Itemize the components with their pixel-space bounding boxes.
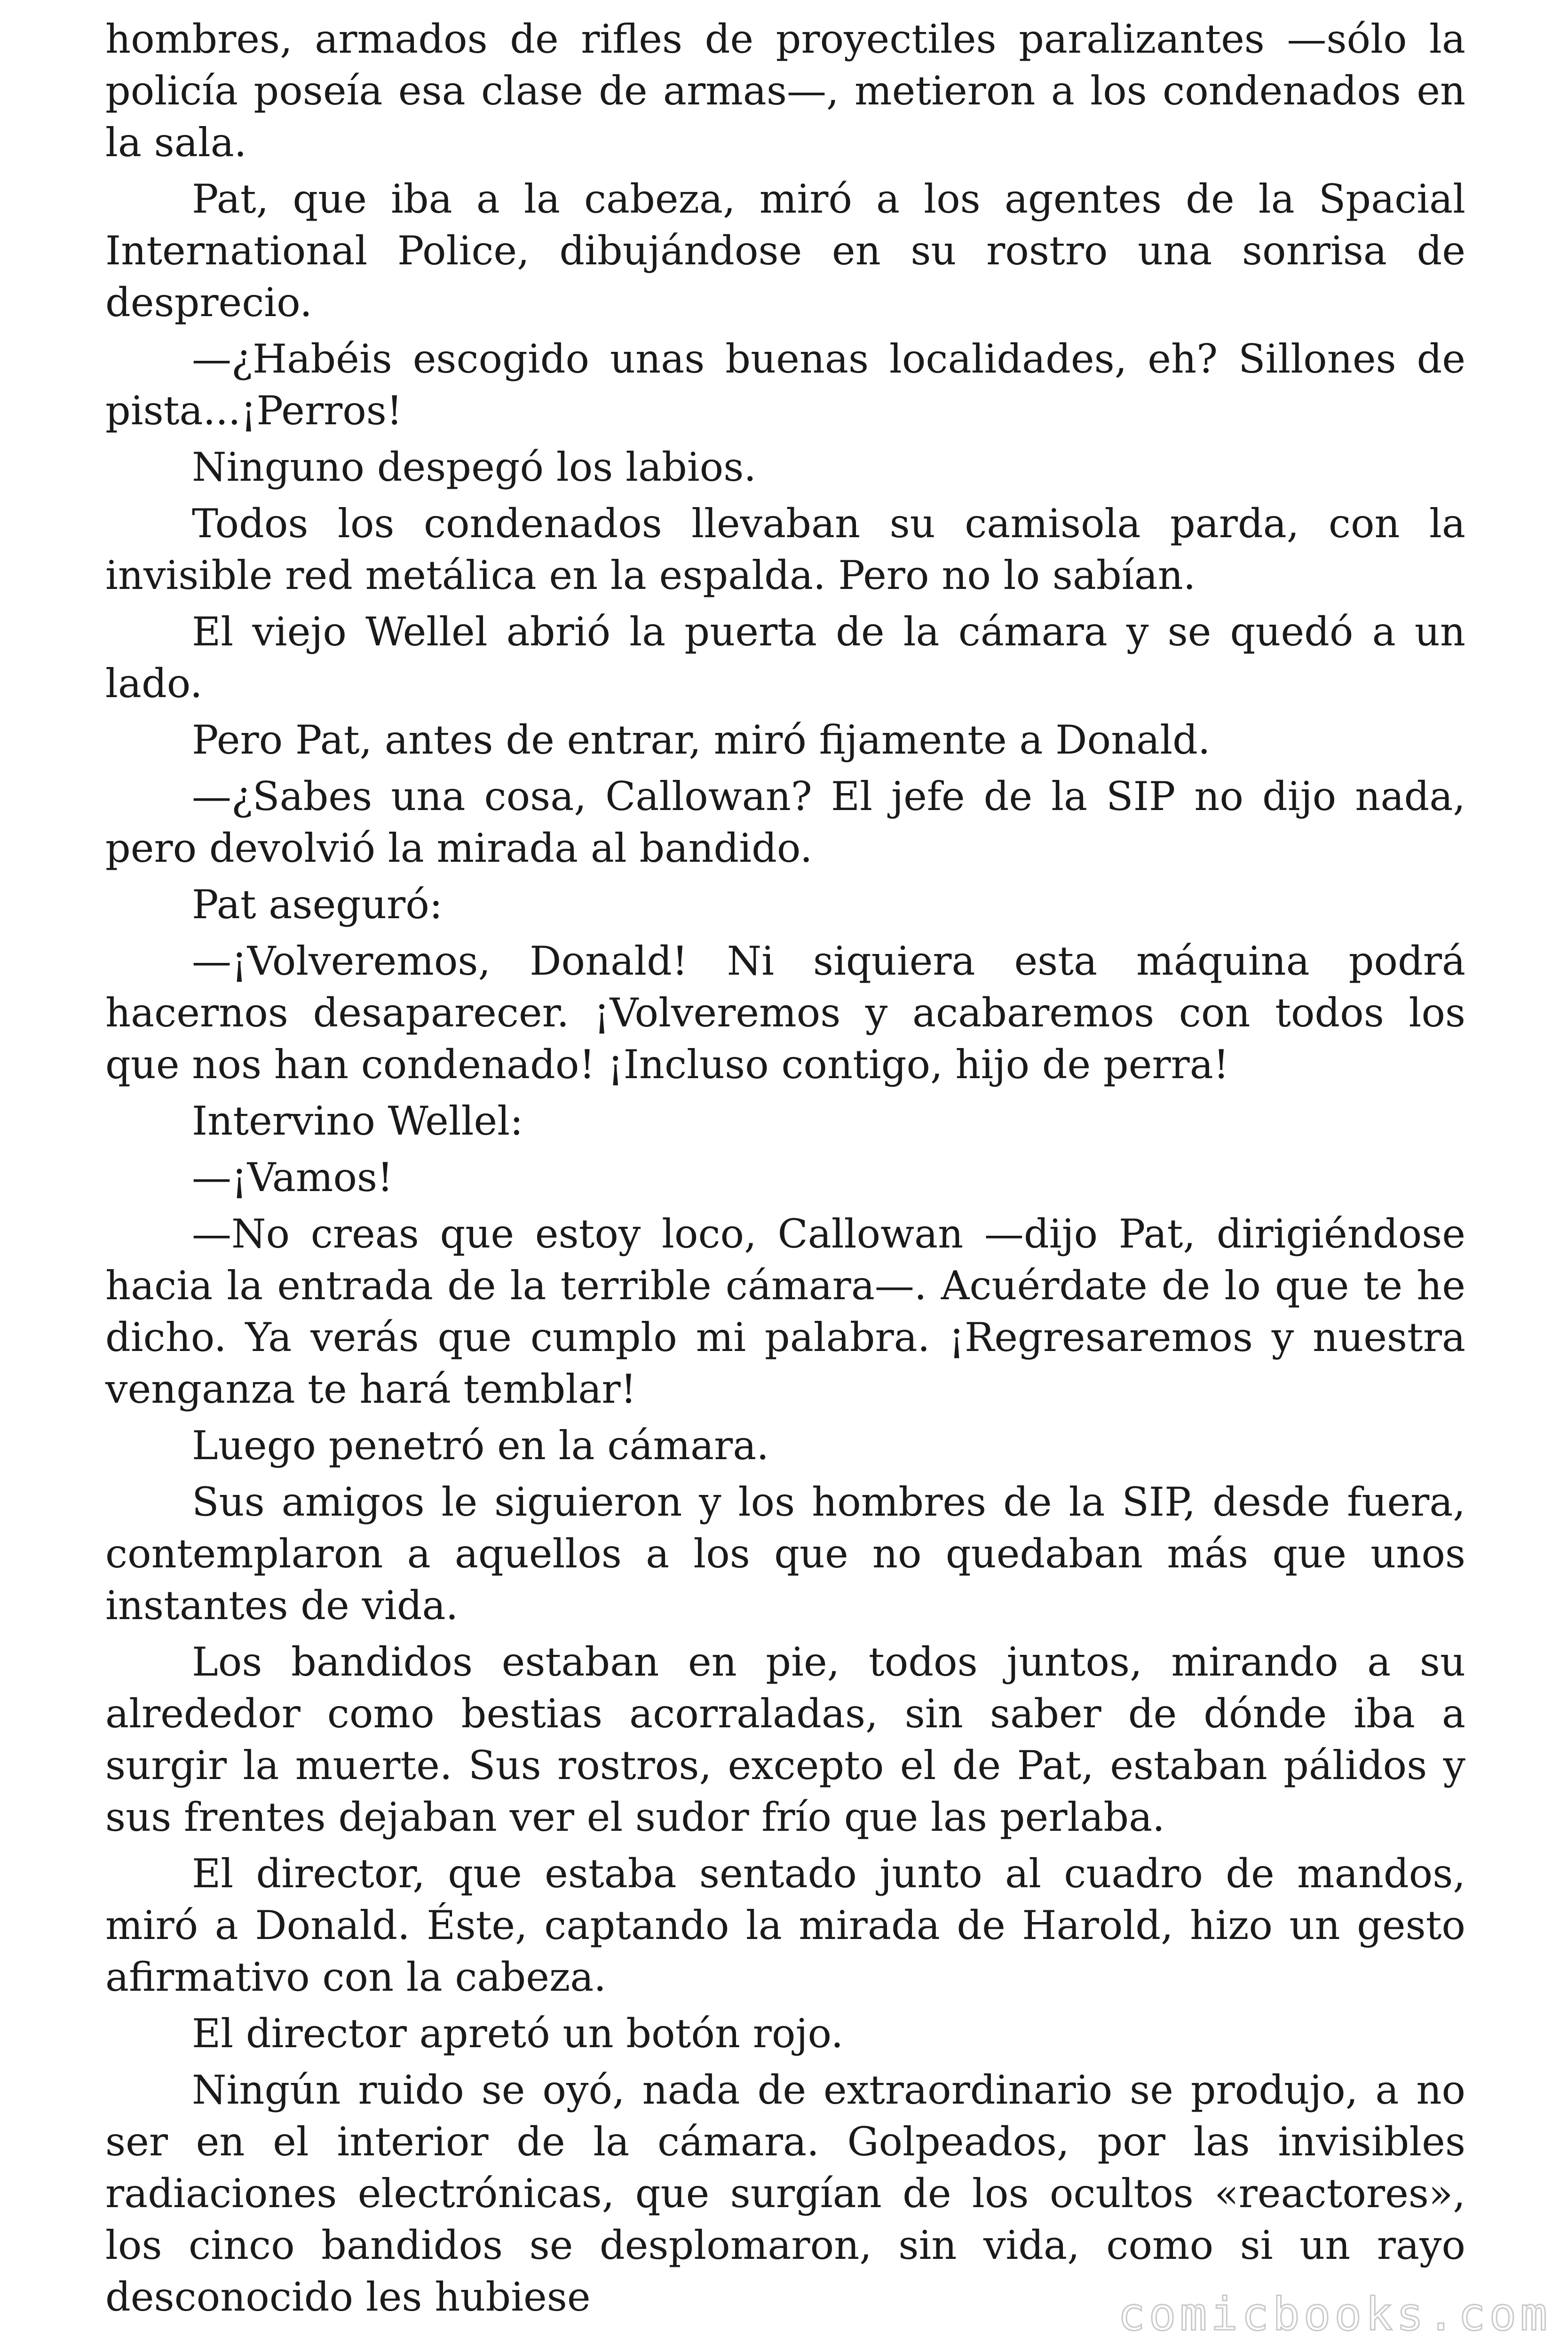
paragraph: —¿Habéis escogido unas buenas localidades, eh? Sillones de pista...¡Perros! (105, 336, 1465, 434)
paragraph: Todos los condenados llevaban su camisola parda, con la invisible red metálica en la espalda. Pero no lo sabían. (105, 501, 1465, 598)
paragraph: Pat, que iba a la cabeza, miró a los agentes de la Spacial International Police, dibujándose en su rostro una sonrisa de desprecio. (105, 176, 1465, 326)
paragraph: El director apretó un botón rojo. (192, 2010, 844, 2057)
paragraph: —¡Volveremos, Donald! Ni siquiera esta máquina podrá hacernos desaparecer. ¡Volveremos y acabaremos con todos los que nos han condenado! ¡Incluso contigo, hijo de perra! (105, 938, 1465, 1088)
paragraph: —¡Vamos! (192, 1154, 393, 1200)
text-column (105, 13, 1465, 2328)
paragraph: Los bandidos estaban en pie, todos juntos, mirando a su alrededor como bestias acorraladas, sin saber de dónde iba a surgir la muerte. Sus rostros, excepto el de Pat, estaban pálidos y sus frentes dejaban ver el sudor frío que las perlaba. (105, 1639, 1465, 1840)
paragraph: Ningún ruido se oyó, nada de extraordinario se produjo, a no ser en el interior de la cámara. Golpeados, por las invisibles radiaciones electrónicas, que surgían de los ocultos «reactores», los cinco bandidos se desplomaron, sin vida, como si un rayo desconocido les hubiese (105, 2067, 1465, 2320)
paragraph: Intervino Wellel: (192, 1098, 523, 1144)
paragraph: Sus amigos le siguieron y los hombres de la SIP, desde fuera, contemplaron a aquellos a los que no quedaban más que unos instantes de vida. (105, 1479, 1465, 1629)
paragraph: hombres, armados de rifles de proyectiles paralizantes —sólo la policía poseía esa clase de armas—, metieron a los condenados en la sala. (105, 16, 1465, 166)
paragraph: Luego penetró en la cámara. (192, 1422, 769, 1469)
paragraph: —No creas que estoy loco, Callowan —dijo Pat, dirigiéndose hacia la entrada de la terrible cámara—. Acuérdate de lo que te he dicho. Ya verás que cumplo mi palabra. ¡Regresaremos y nuestra venganza te hará temblar! (105, 1211, 1465, 1412)
paragraph: Ninguno despegó los labios. (192, 444, 757, 490)
paragraph: —¿Sabes una cosa, Callowan? El jefe de la SIP no dijo nada, pero devolvió la mirada al bandido. (105, 773, 1465, 871)
paragraph: El viejo Wellel abrió la puerta de la cámara y se quedó a un lado. (105, 609, 1465, 707)
paragraph: El director, que estaba sentado junto al cuadro de mandos, miró a Donald. Éste, captando la mirada de Harold, hizo un gesto afirmativo con la cabeza. (105, 1851, 1465, 2000)
paragraph: Pat aseguró: (192, 882, 443, 928)
paragraph: Pero Pat, antes de entrar, miró fijamente a Donald. (192, 717, 1211, 763)
watermark: comicbooks.com (1117, 2288, 1551, 2341)
